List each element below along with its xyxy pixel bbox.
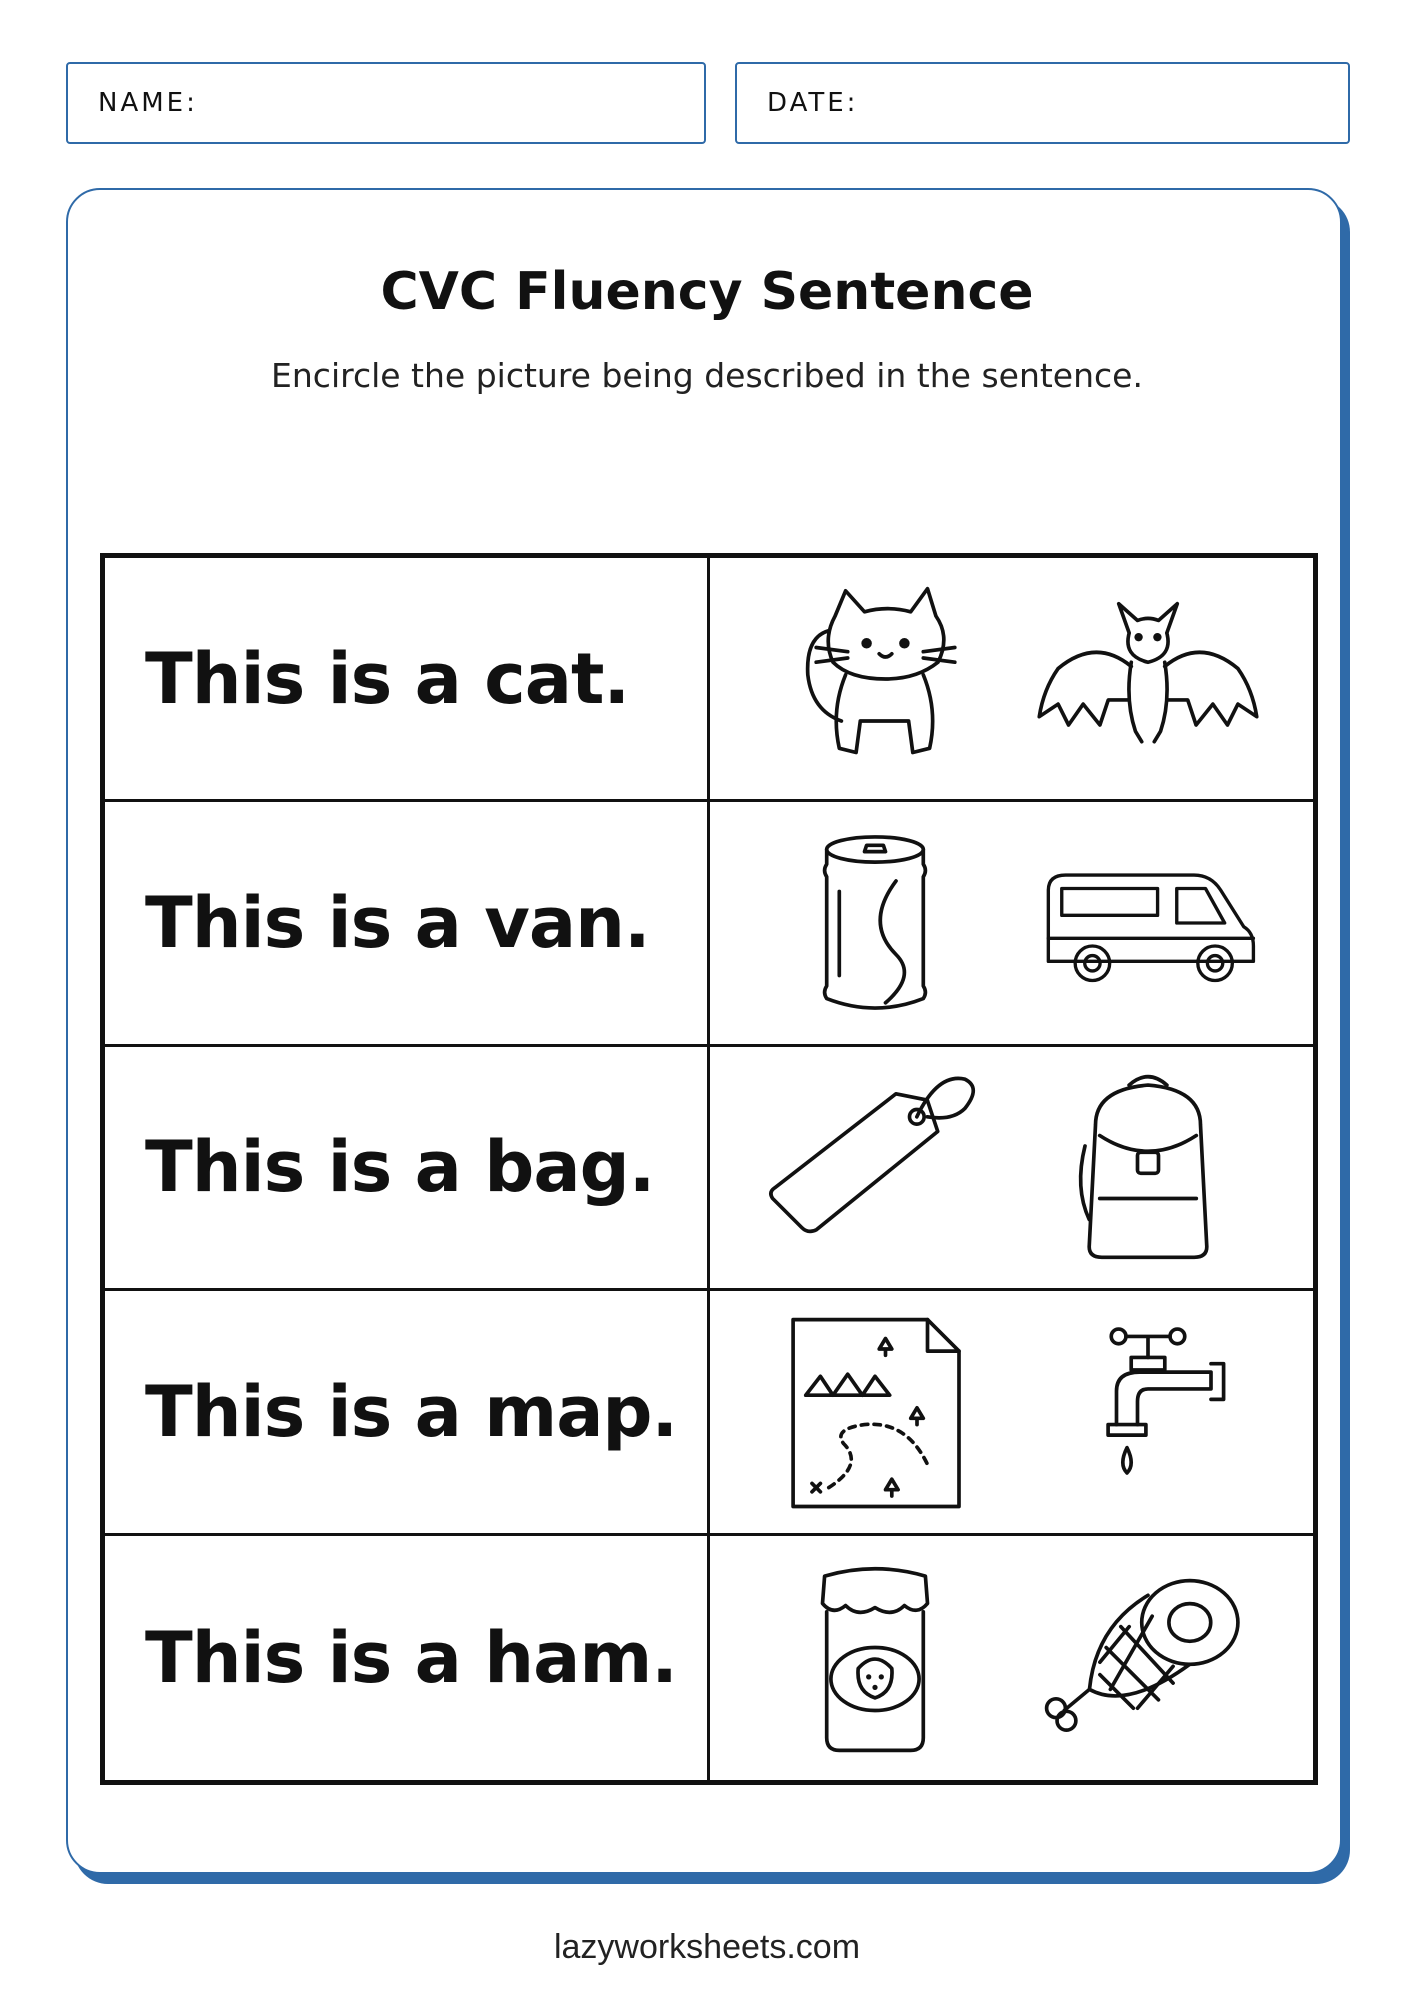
jam-icon[interactable] bbox=[760, 1553, 990, 1763]
footer-credit: lazyworksheets.com bbox=[553, 1928, 861, 1966]
name-field[interactable] bbox=[66, 62, 706, 144]
sentence-text: This is a ham. bbox=[145, 1616, 677, 1699]
bat-icon[interactable] bbox=[1033, 574, 1263, 784]
worksheet-instructions: Encircle the picture being described in the sentence. bbox=[271, 356, 1143, 395]
sentence-cell bbox=[105, 558, 710, 802]
can-icon[interactable] bbox=[760, 818, 990, 1028]
tap-icon[interactable] bbox=[1033, 1307, 1263, 1517]
ham-icon[interactable] bbox=[1033, 1553, 1263, 1763]
sentence-cell bbox=[105, 1047, 710, 1291]
picture-cell bbox=[710, 1291, 1313, 1535]
van-icon[interactable] bbox=[1033, 818, 1263, 1028]
date-label: DATE: bbox=[767, 88, 859, 118]
picture-cell bbox=[710, 1047, 1313, 1291]
picture-cell bbox=[710, 1536, 1313, 1780]
cat-icon[interactable] bbox=[760, 574, 990, 784]
sentence-table bbox=[100, 553, 1318, 1785]
date-field[interactable] bbox=[735, 62, 1350, 144]
sentence-cell bbox=[105, 1291, 710, 1535]
sentence-text: This is a cat. bbox=[145, 637, 630, 720]
picture-cell bbox=[710, 802, 1313, 1046]
sentence-text: This is a map. bbox=[145, 1370, 678, 1453]
name-label: NAME: bbox=[98, 88, 198, 118]
bag-icon[interactable] bbox=[1033, 1062, 1263, 1272]
sentence-text: This is a bag. bbox=[145, 1126, 655, 1209]
sentence-cell bbox=[105, 802, 710, 1046]
sentence-text: This is a van. bbox=[145, 882, 650, 965]
tag-icon[interactable] bbox=[760, 1062, 990, 1272]
sentence-cell bbox=[105, 1536, 710, 1780]
map-icon[interactable] bbox=[760, 1307, 990, 1517]
worksheet-title: CVC Fluency Sentence bbox=[380, 262, 1034, 322]
picture-cell bbox=[710, 558, 1313, 802]
